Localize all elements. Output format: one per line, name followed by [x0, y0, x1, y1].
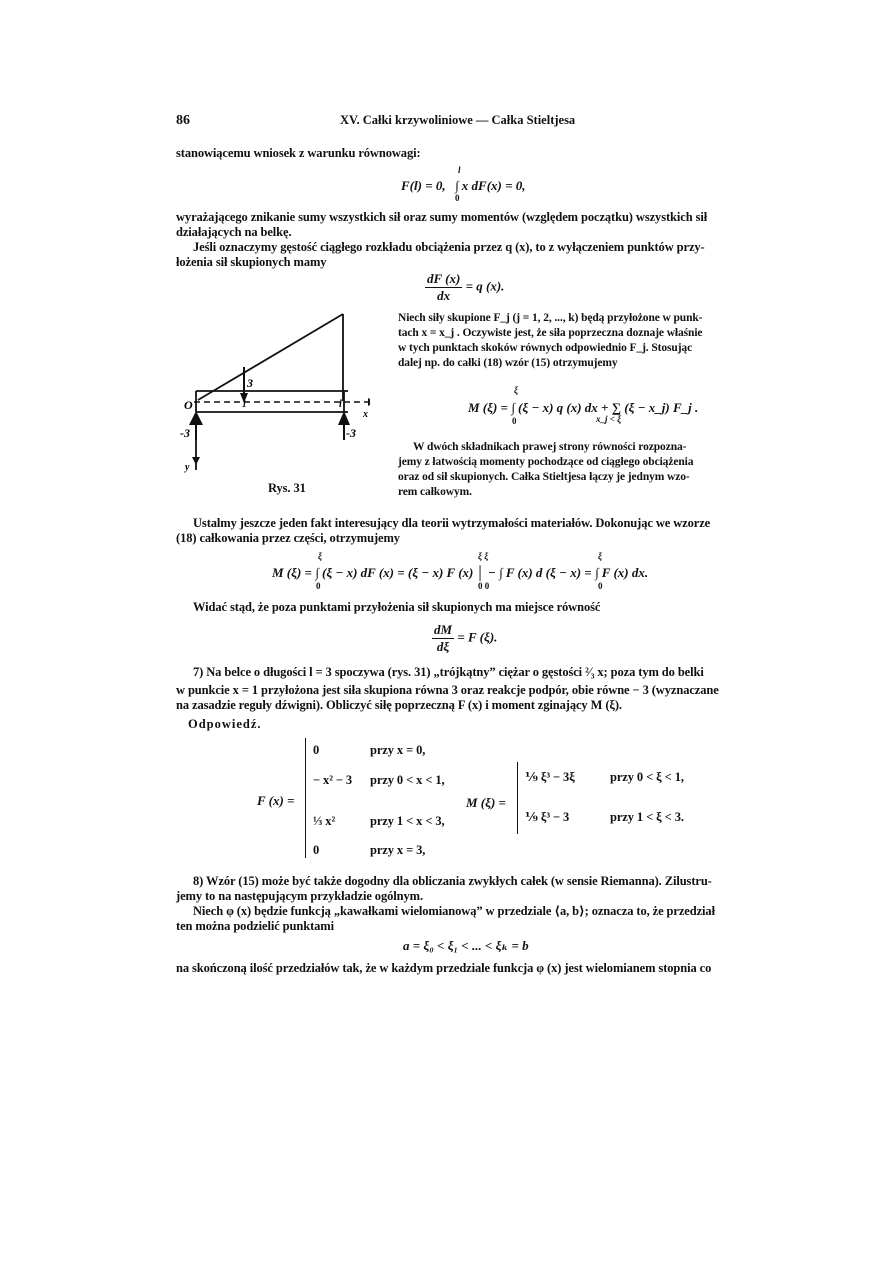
- integral-upper: ξ: [318, 551, 323, 561]
- integral-lower: 0: [512, 416, 517, 426]
- label-y-axis: y: [185, 462, 190, 473]
- F-row-val: − x² − 3: [313, 773, 353, 787]
- left-support: [189, 411, 203, 425]
- text-line: w punkcie x = 1 przyłożona jest siła skupiona równa 3 oraz reakcje podpór, obie równe − 3 (wyznaczane: [176, 683, 719, 697]
- text-line: na zasadzie reguły dźwigni). Obliczyć siłę poprzeczną F (x) i moment zginający M (ξ).: [176, 698, 622, 712]
- F-row-cond: przy x = 0,: [370, 743, 426, 757]
- text-line: na skończoną ilość przedziałów tak, że w każdym przedziale funkcja φ (x) jest wielomianem stopnia co: [176, 961, 712, 975]
- fraction-denominator: dx: [437, 288, 451, 303]
- integral-upper: ξ ξ: [478, 551, 489, 561]
- text-line: 7) Na belce o długości l = 3 spoczywa (rys. 31) „trójkątny” ciężar o gęstości ²⁄₃ x; poza tym do belki: [193, 665, 704, 679]
- text-line: ten można podzielić punktami: [176, 919, 334, 933]
- text-line: dalej np. do całki (18) wzór (15) otrzymujemy: [398, 357, 618, 369]
- F-row-val: 0: [313, 843, 320, 857]
- text-line: Jeśli oznaczymy gęstość ciągłego rozkładu obciążenia przez q (x), to z wyłączeniem punktów przy-: [193, 240, 705, 254]
- text-line: (18) całkowania przez części, otrzymujemy: [176, 531, 400, 545]
- sum-subscript: x_j < ξ: [596, 414, 622, 424]
- figure-caption: Rys. 31: [268, 481, 306, 495]
- integral-lower: 0: [455, 193, 460, 203]
- integral-upper: ξ: [514, 385, 519, 395]
- figure-beam-diagram: [170, 305, 370, 480]
- F-brace: [305, 738, 306, 858]
- right-support: [338, 411, 350, 425]
- label-x-axis: x: [363, 409, 368, 420]
- text-line: łożenia sił skupionych mamy: [176, 255, 327, 269]
- M-row-cond: przy 1 < ξ < 3.: [610, 810, 684, 824]
- equation-rhs: = F (ξ).: [457, 629, 498, 645]
- equation-moment: M (ξ) = ∫ (ξ − x) q (x) dx + ∑ (ξ − x_j) F_j .: [468, 400, 699, 415]
- equation-partition: a = ξ₀ < ξ₁ < ... < ξₖ = b: [403, 938, 529, 953]
- text-line: 8) Wzór (15) może być także dogodny dla obliczania zwykłych całek (w sensie Riemanna). Zilustru-: [193, 874, 712, 888]
- fraction-denominator: dξ: [436, 639, 450, 654]
- text-line: Niech φ (x) będzie funkcją „kawałkami wielomianową” w przedziale ⟨a, b⟩; oznacza to, że przedział: [193, 904, 715, 918]
- integral-upper: l: [458, 165, 461, 175]
- answer-heading: Odpowiedź.: [188, 717, 262, 731]
- text-line: jemy z łatwością momenty pochodzące od ciągłego obciążenia: [398, 456, 694, 468]
- equation-equilibrium-b: ∫ x dF(x) = 0,: [455, 178, 526, 193]
- text-line: tach x = x_j . Oczywiste jest, że siła poprzeczna doznaje właśnie: [398, 327, 703, 339]
- M-row-cond: przy 0 < ξ < 1,: [610, 770, 684, 784]
- F-label: F (x) =: [257, 793, 295, 808]
- label-origin: O: [184, 398, 193, 412]
- F-row-cond: przy 1 < x < 3,: [370, 814, 445, 828]
- text-line: oraz od sił skupionych. Całka Stieltjesa łączy je jednym wzo-: [398, 471, 690, 483]
- text-line: wyrażającego znikanie sumy wszystkich sił oraz sumy momentów (względem początku) wszystkich sił: [176, 210, 708, 224]
- M-row-val: ⅑ ξ³ − 3ξ: [525, 770, 575, 784]
- equation-dF-dx: [425, 271, 504, 304]
- text-line: w tych punktach skoków równych odpowiednio F_j. Stosując: [398, 342, 693, 354]
- text-line: działających na belkę.: [176, 225, 292, 239]
- label-length-l: l: [339, 399, 342, 410]
- label-right-reaction: -3: [346, 426, 356, 440]
- integral-lower: 0: [598, 581, 603, 591]
- x-axis-arrow: [368, 398, 370, 406]
- text-line: Niech siły skupione F_j (j = 1, 2, ..., k) będą przyłożone w punk-: [398, 312, 703, 324]
- page-number: 86: [176, 113, 190, 128]
- text-line: rem całkowym.: [398, 486, 472, 498]
- label-force-3: 3: [247, 376, 253, 390]
- y-axis-arrow: [192, 457, 200, 465]
- fraction-numerator: dM: [434, 622, 453, 637]
- equation-dM-dxi: [432, 622, 497, 655]
- integral-lower: 0: [316, 581, 321, 591]
- M-row-val: ⅑ ξ³ − 3: [525, 810, 570, 824]
- label-left-reaction: -3: [180, 426, 190, 440]
- equation-equilibrium-a: F(l) = 0,: [401, 178, 446, 193]
- F-row-val: ⅓ x²: [313, 814, 336, 828]
- F-row-val: 0: [313, 743, 320, 757]
- F-row-cond: przy x = 3,: [370, 843, 426, 857]
- label-point-1: 1: [242, 399, 247, 409]
- text-line: stanowiącemu wniosek z warunku równowagi:: [176, 146, 421, 160]
- integral-lower: 0 0: [478, 581, 490, 591]
- equation-integration-by-parts: M (ξ) = ∫ (ξ − x) dF (x) = (ξ − x) F (x) │ − ∫ F (x) d (ξ − x) = ∫ F (x) dx.: [272, 565, 649, 580]
- M-label: M (ξ) =: [466, 795, 506, 810]
- text-line: W dwóch składnikach prawej strony równości rozpozna-: [413, 441, 687, 453]
- M-brace: [517, 762, 518, 834]
- text-line: Widać stąd, że poza punktami przyłożenia sił skupionych ma miejsce równość: [193, 600, 601, 614]
- fraction-numerator: dF (x): [427, 271, 461, 286]
- triangle-hypotenuse: [198, 314, 343, 400]
- F-row-cond: przy 0 < x < 1,: [370, 773, 445, 787]
- text-line: jemy to na następującym przykładzie ogólnym.: [176, 889, 423, 903]
- integral-upper: ξ: [598, 551, 603, 561]
- text-line: Ustalmy jeszcze jeden fakt interesujący dla teorii wytrzymałości materiałów. Dokonując we wzorze: [193, 516, 711, 530]
- equation-rhs: = q (x).: [465, 278, 505, 294]
- running-title: XV. Całki krzywoliniowe — Całka Stieltjesa: [340, 113, 576, 127]
